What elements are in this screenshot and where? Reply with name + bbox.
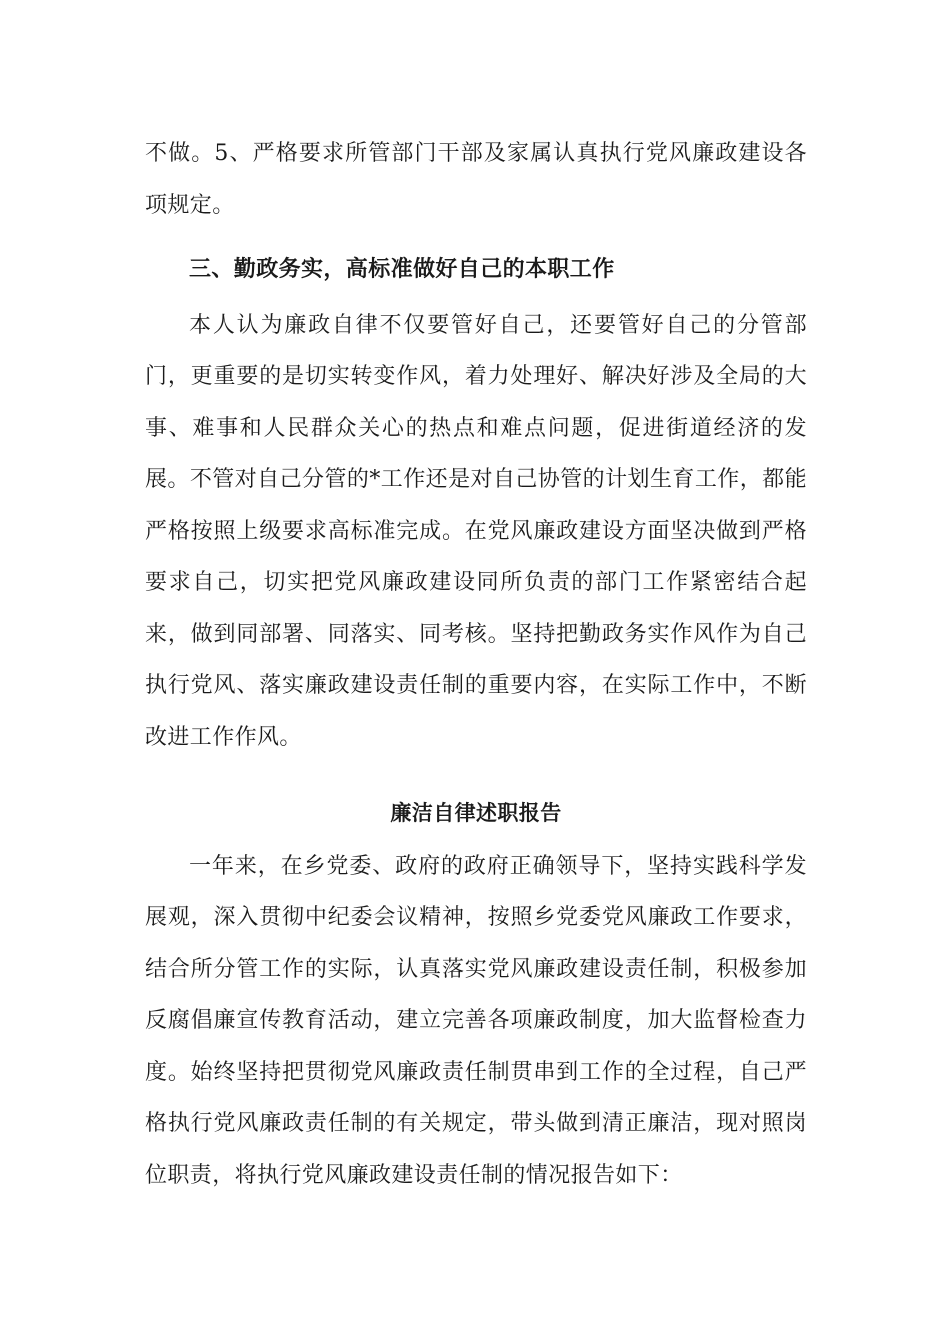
intro-paragraph: 不做。5、严格要求所管部门干部及家属认真执行党风廉政建设各项规定。 (145, 141, 807, 218)
document-page (145, 128, 807, 1201)
section-three-heading: 三、勤政务实，高标准做好自己的本职工作 (189, 256, 615, 282)
report-title: 廉洁自律述职报告 (390, 800, 562, 825)
section-three-paragraph: 本人认为廉政自律不仅要管好自己，还要管好自己的分管部门，更重要的是切实转变作风，着力处理好、解决好涉及全局的大事、难事和人民群众关心的热点和难点问题，促进街道经济的发展。不管对自己分管的*工作还是对自己协管的计划生育工作，都能严格按照上级要求高标准完成。在党风廉政建设方面坚决做到严格要求自己，切实把党风廉政建设同所负责的部门工作紧密结合起来，做到同部署、同落实、同考核。坚持把勤政务实作风作为自己执行党风、落实廉政建设责任制的重要内容，在实际工作中，不断改进工作作风。 (145, 312, 807, 750)
report-paragraph: 一年来，在乡党委、政府的政府正确领导下，坚持实践科学发展观，深入贯彻中纪委会议精神，按照乡党委党风廉政工作要求，结合所分管工作的实际，认真落实党风廉政建设责任制，积极参加反腐倡廉宣传教育活动，建立完善各项廉政制度，加大监督检查力度。始终坚持把贯彻党风廉政责任制贯串到工作的全过程，自己严格执行党风廉政责任制的有关规定，带头做到清正廉洁，现对照岗位职责，将执行党风廉政建设责任制的情况报告如下： (145, 853, 807, 1188)
